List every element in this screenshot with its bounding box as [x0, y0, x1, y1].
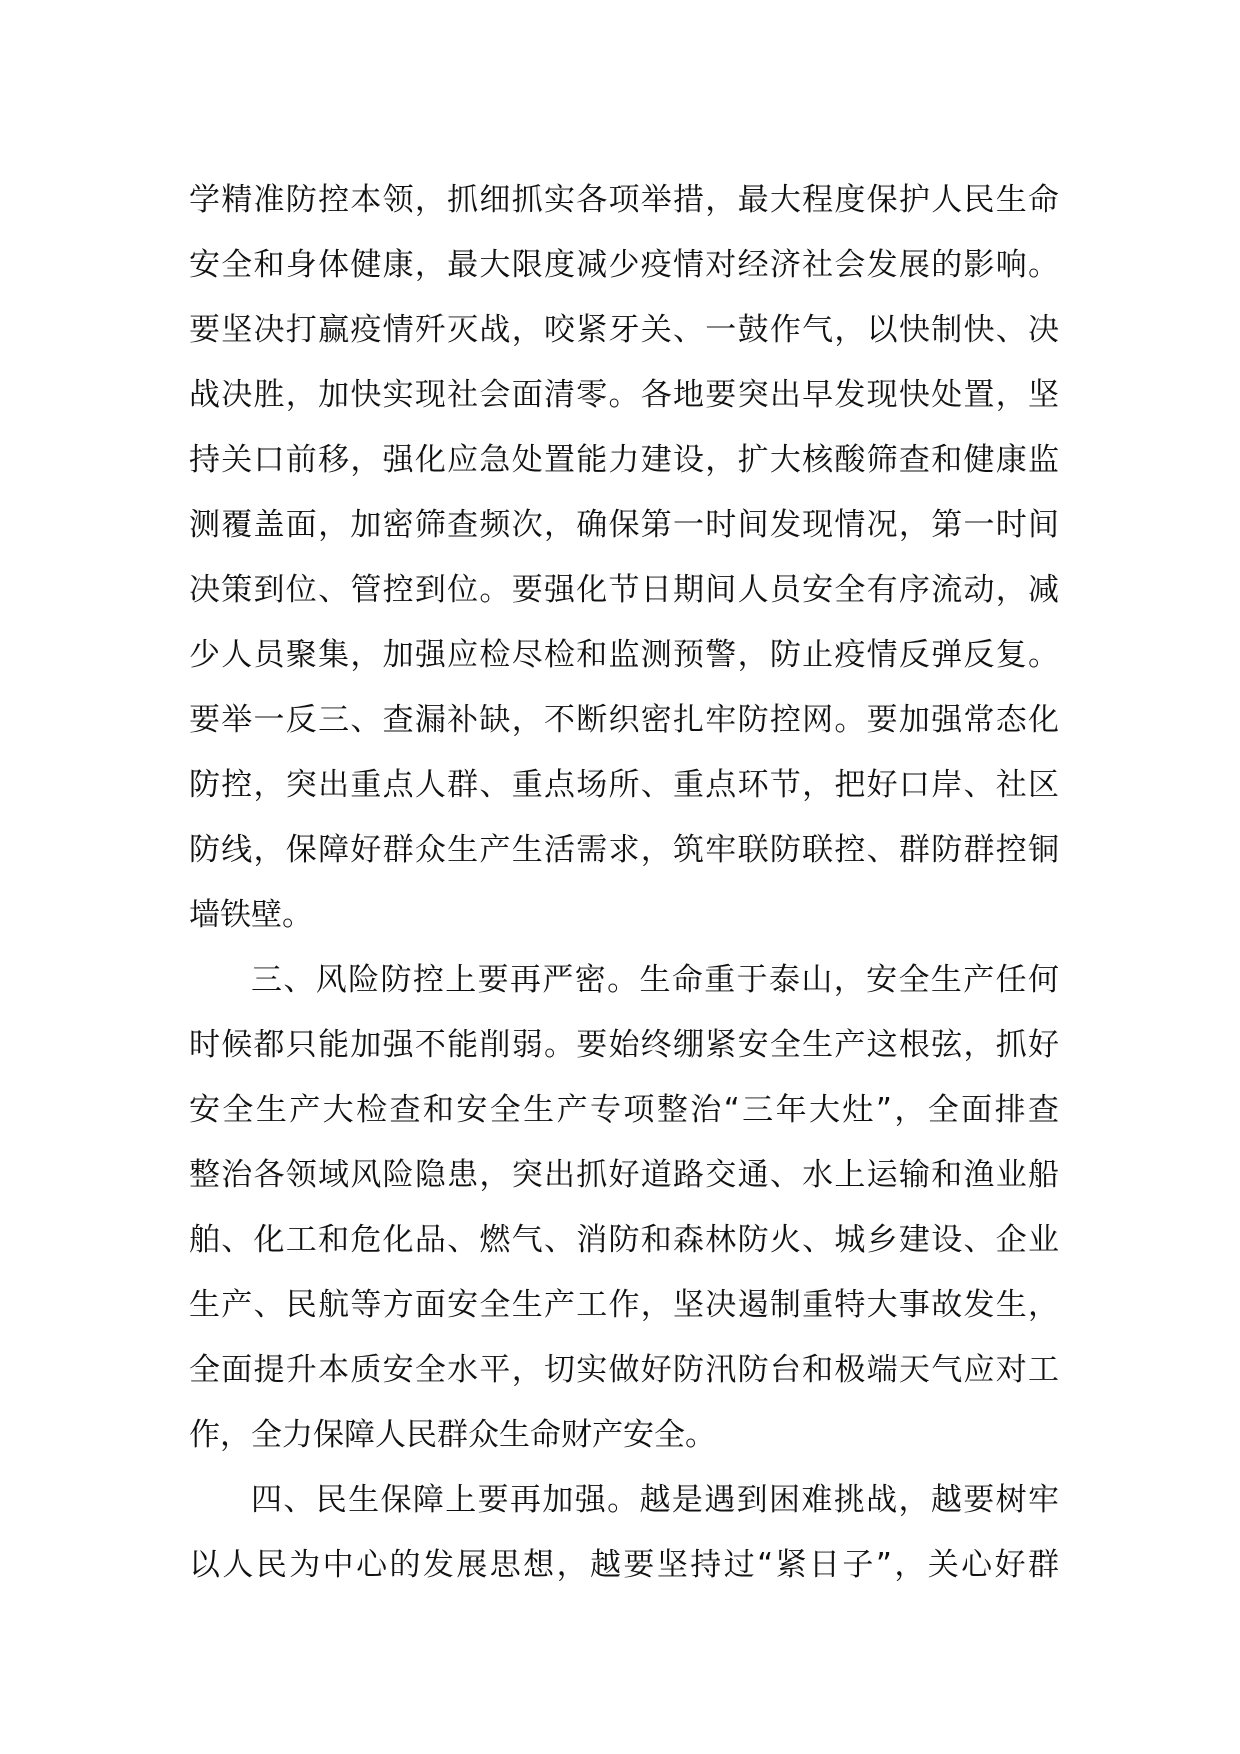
text-line: 战决胜，加快实现社会面清零。各地要突出早发现快处置，坚: [189, 377, 1059, 413]
text-line: 安全生产大检查和安全生产专项整治“三年大灶”，全面排查: [189, 1092, 1059, 1128]
body-text: [189, 168, 1059, 1598]
text-line: 要坚决打赢疫情歼灭战，咬紧牙关、一鼓作气，以快制快、决: [189, 312, 1059, 348]
text-line: 持关口前移，强化应急处置能力建设，扩大核酸筛查和健康监: [189, 442, 1059, 478]
text-line: 防线，保障好群众生产生活需求，筑牢联防联控、群防群控铜: [189, 832, 1059, 868]
text-line: 墙铁壁。: [189, 897, 313, 933]
text-line: 安全和身体健康，最大限度减少疫情对经济社会发展的影响。: [189, 247, 1059, 283]
text-line: 作，全力保障人民群众生命财产安全。: [189, 1417, 716, 1453]
text-line: 整治各领域风险隐患，突出抓好道路交通、水上运输和渔业船: [189, 1157, 1059, 1193]
text-line: 舶、化工和危化品、燃气、消防和森林防火、城乡建设、企业: [189, 1222, 1059, 1258]
text-line: 生产、民航等方面安全生产工作，坚决遏制重特大事故发生，: [189, 1287, 1059, 1323]
text-line: 少人员聚集，加强应检尽检和监测预警，防止疫情反弹反复。: [189, 637, 1059, 673]
text-line: 全面提升本质安全水平，切实做好防汛防台和极端天气应对工: [189, 1352, 1059, 1388]
text-line: 测覆盖面，加密筛查频次，确保第一时间发现情况，第一时间: [189, 507, 1059, 543]
text-line: 学精准防控本领，抓细抓实各项举措，最大程度保护人民生命: [189, 182, 1059, 218]
text-line: 防控，突出重点人群、重点场所、重点环节，把好口岸、社区: [189, 767, 1059, 803]
text-line: 以人民为中心的发展思想，越要坚持过“紧日子”，关心好群: [189, 1547, 1059, 1583]
text-line: 要举一反三、查漏补缺，不断织密扎牢防控网。要加强常态化: [189, 702, 1059, 738]
section-heading-line: 三、风险防控上要再严密。生命重于泰山，安全生产任何: [251, 962, 1059, 998]
text-line: 时候都只能加强不能削弱。要始终绷紧安全生产这根弦，抓好: [189, 1027, 1059, 1063]
text-line: 决策到位、管控到位。要强化节日期间人员安全有序流动，减: [189, 572, 1059, 608]
section-heading-line: 四、民生保障上要再加强。越是遇到困难挑战，越要树牢: [251, 1482, 1059, 1518]
